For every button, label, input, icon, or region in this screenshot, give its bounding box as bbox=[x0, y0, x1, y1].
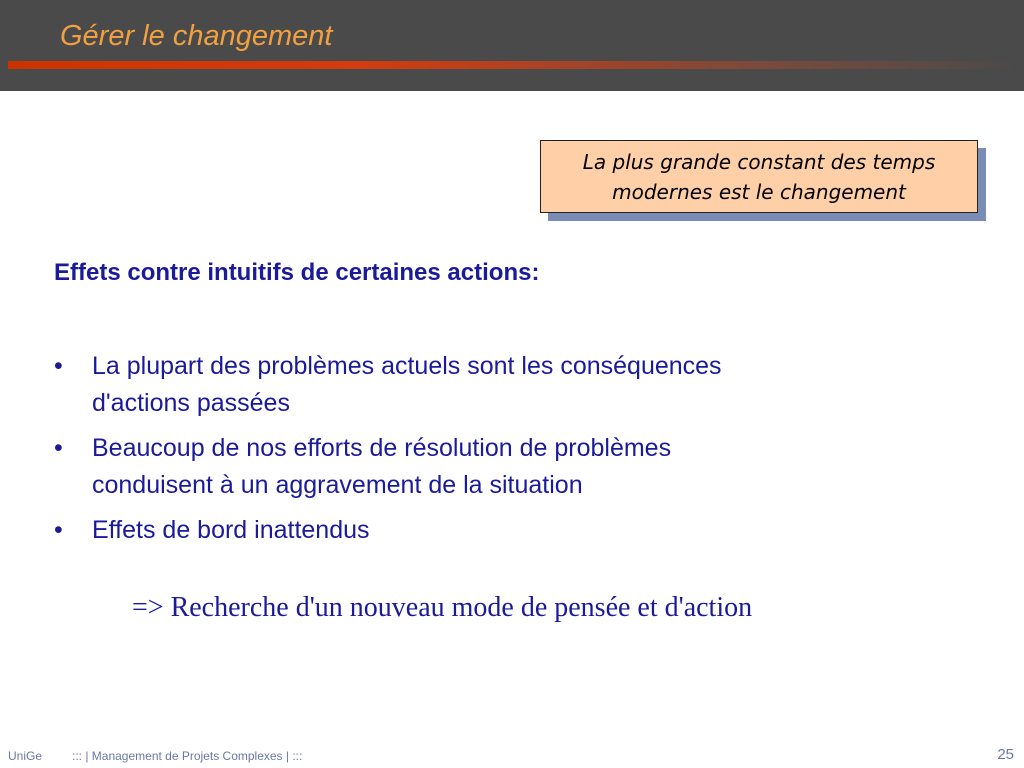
bullet-item bbox=[54, 430, 954, 504]
slide-footer bbox=[0, 745, 1024, 768]
slide-header bbox=[0, 0, 1024, 91]
bullet-symbol: • bbox=[54, 516, 63, 544]
bullet-line: La plupart des problèmes actuels sont les conséquences bbox=[92, 352, 722, 380]
footer-organization: UniGe bbox=[8, 749, 43, 763]
page-number: 25 bbox=[997, 746, 1014, 763]
section-heading: Effets contre intuitifs de certaines actions: bbox=[54, 259, 540, 286]
bullet-symbol: • bbox=[54, 352, 63, 380]
bullet-line: conduisent à un aggravement de la situation bbox=[92, 471, 583, 499]
bullet-line: Beaucoup de nos efforts de résolution de problèmes bbox=[92, 434, 672, 462]
quote-callout bbox=[540, 140, 978, 213]
bullet-symbol: • bbox=[54, 434, 63, 462]
bullet-item bbox=[54, 348, 954, 422]
slide-title: Gérer le changement bbox=[60, 20, 333, 52]
callout-line-1: La plus grande constant des temps bbox=[582, 149, 936, 174]
bullet-list bbox=[54, 348, 954, 557]
footer-course-title: ::: | Management de Projets Complexes | ::: bbox=[72, 749, 303, 763]
bullet-line: Effets de bord inattendus bbox=[92, 516, 370, 544]
header-accent-rule bbox=[8, 61, 1018, 69]
callout-line-2: modernes est le changement bbox=[612, 179, 906, 204]
bullet-item bbox=[54, 512, 954, 549]
bullet-line: d'actions passées bbox=[92, 389, 290, 417]
conclusion-text: => Recherche d'un nouveau mode de pensée et d'action bbox=[132, 592, 753, 623]
